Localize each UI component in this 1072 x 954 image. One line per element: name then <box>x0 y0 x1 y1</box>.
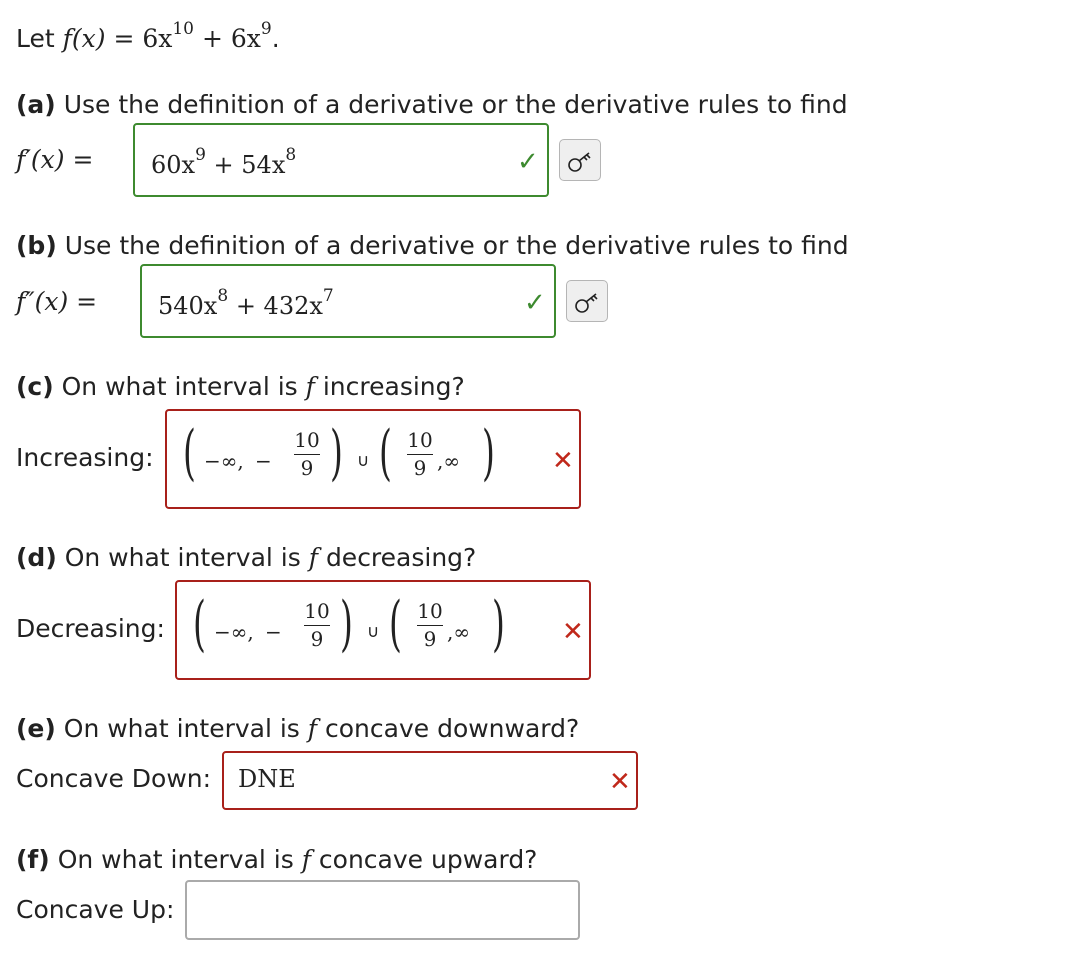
neg-infinity: −∞, <box>214 620 254 644</box>
cross-icon: ✕ <box>552 446 574 476</box>
right-paren: ) <box>330 418 343 488</box>
key-icon <box>560 140 602 182</box>
intro-f: f <box>62 24 72 53</box>
part-a-exp2: 8 <box>285 145 297 165</box>
increasing-label: Increasing: <box>16 443 154 472</box>
part-e-tag: (e) <box>16 714 56 743</box>
part-a-prompt <box>16 90 848 120</box>
intro-line <box>16 19 280 57</box>
part-b-exp1: 8 <box>217 286 229 306</box>
part-b-tag: (b) <box>16 231 57 260</box>
left-paren: ( <box>379 418 392 488</box>
cross-icon: ✕ <box>562 617 584 647</box>
part-d-tag: (d) <box>16 543 57 572</box>
left-paren: ( <box>193 589 206 659</box>
frac-denominator: 9 <box>300 456 314 480</box>
union-symbol: ∪ <box>367 622 380 642</box>
part-a-tag: (a) <box>16 90 56 119</box>
frac-bar <box>304 625 330 626</box>
concave-down-answer: DNE <box>238 765 296 793</box>
part-f-text-after: concave upward? <box>318 845 538 874</box>
part-c-text-after: increasing? <box>322 372 465 401</box>
left-paren: ( <box>183 418 196 488</box>
part-e-fvar: f <box>307 714 318 743</box>
part-b-term2: + 432x <box>235 292 323 320</box>
frac-numerator: 10 <box>407 428 433 452</box>
intro-plus: + 6x <box>201 24 261 53</box>
frac-denominator: 9 <box>413 456 427 480</box>
concave-up-answer-field[interactable] <box>185 880 580 940</box>
key-button[interactable] <box>566 280 608 322</box>
comma-infinity: ,∞ <box>437 449 461 473</box>
part-e-text-before: On what interval is <box>63 714 300 743</box>
intro-exp1: 10 <box>172 19 194 39</box>
frac-bar <box>407 454 433 455</box>
part-b-exp2: 7 <box>322 286 334 306</box>
part-a-answer <box>151 145 297 179</box>
frac-numerator: 10 <box>304 599 330 623</box>
part-f-fvar: f <box>301 845 311 874</box>
cross-icon: ✕ <box>609 767 631 797</box>
part-b-text: Use the definition of a derivative or the derivative rules to find <box>64 231 849 260</box>
part-d-text-after: decreasing? <box>325 543 477 572</box>
frac-numerator: 10 <box>417 599 443 623</box>
part-b-lhs: f″(x) = <box>16 287 98 316</box>
increasing-answer-field[interactable] <box>165 409 581 509</box>
right-paren: ) <box>482 418 495 488</box>
concave-down-label: Concave Down: <box>16 764 212 793</box>
part-d-text-before: On what interval is <box>64 543 301 572</box>
key-icon <box>567 281 609 323</box>
decreasing-label: Decreasing: <box>16 614 165 643</box>
concave-up-label: Concave Up: <box>16 895 175 924</box>
frac-denominator: 9 <box>423 627 437 651</box>
right-paren: ) <box>492 589 505 659</box>
comma-infinity: ,∞ <box>447 620 471 644</box>
minus-sign: − <box>265 620 282 644</box>
frac-bar <box>417 625 443 626</box>
intro-prefix: Let <box>16 24 55 53</box>
checkmark-icon: ✓ <box>524 288 546 318</box>
part-c-tag: (c) <box>16 372 54 401</box>
left-paren: ( <box>389 589 402 659</box>
key-button[interactable] <box>559 139 601 181</box>
union-symbol: ∪ <box>357 451 370 471</box>
part-c-text-before: On what interval is <box>61 372 298 401</box>
part-c-prompt <box>16 372 465 402</box>
part-f-text-before: On what interval is <box>57 845 294 874</box>
intro-eq: = 6x <box>113 24 173 53</box>
part-e-text-after: concave downward? <box>325 714 580 743</box>
part-b-answer-field[interactable] <box>140 264 556 338</box>
intro-end: . <box>271 24 280 53</box>
part-b-prompt <box>16 231 849 261</box>
minus-sign: − <box>255 449 272 473</box>
neg-infinity: −∞, <box>204 449 244 473</box>
part-b-answer <box>158 286 334 320</box>
part-a-lhs: f′(x) = <box>16 145 94 174</box>
part-e-prompt <box>16 714 579 744</box>
intro-exp2: 9 <box>260 19 272 39</box>
checkmark-icon: ✓ <box>517 147 539 177</box>
right-paren: ) <box>340 589 353 659</box>
frac-bar <box>294 454 320 455</box>
part-a-exp1: 9 <box>195 145 206 165</box>
frac-denominator: 9 <box>310 627 324 651</box>
part-a-answer-field[interactable] <box>133 123 549 197</box>
part-f-prompt <box>16 845 537 875</box>
intro-arg: (x) <box>71 24 106 53</box>
part-a-text: Use the definition of a derivative or the derivative rules to find <box>63 90 848 119</box>
part-b-term1: 540x <box>158 292 218 320</box>
concave-down-answer-field[interactable] <box>222 751 638 810</box>
decreasing-answer-field[interactable] <box>175 580 591 680</box>
part-d-prompt <box>16 543 476 573</box>
part-a-term1: 60x <box>151 151 196 179</box>
part-f-tag: (f) <box>16 845 50 874</box>
part-c-fvar: f <box>305 372 315 401</box>
part-a-term2: + 54x <box>213 151 286 179</box>
frac-numerator: 10 <box>294 428 320 452</box>
part-d-fvar: f <box>308 543 318 572</box>
